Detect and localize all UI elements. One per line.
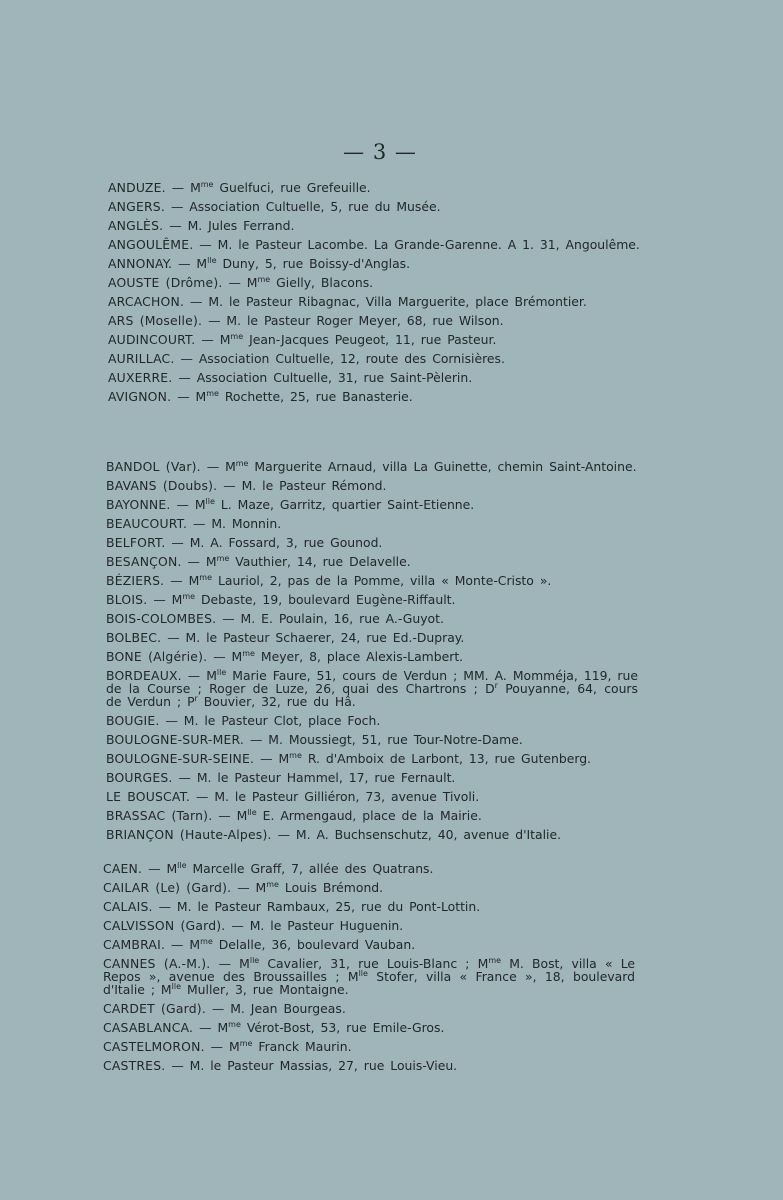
directory-entry (103, 938, 635, 951)
entry-place: AURILLAC. (108, 351, 175, 366)
directory-entry (106, 536, 638, 549)
entry-details: — M. le Pasteur Clot, place Foch. (159, 713, 381, 728)
directory-entry (108, 371, 640, 384)
directory-entry (108, 238, 640, 251)
entry-details: — $M^{lle}$ Marie Faure, 51, cours de Verdun ; MM. A. Momméja, 119, rue de la Course ; Roger de Luze, 26, quai des Chartrons ; $D^r$ Pouyanne, 64, cours de Verdun ; $P^r$ Bouvier, 32, rue du Hâ. (106, 668, 638, 709)
directory-entry (106, 714, 638, 727)
entry-place: ANDUZE. (108, 180, 166, 195)
entry-place: BANDOL (Var). (106, 459, 201, 474)
directory-entry (106, 593, 638, 606)
entry-details: — $M^{lle}$ Duny, 5, rue Boissy-d'Anglas. (172, 256, 411, 271)
entry-details: — M. le Pasteur Roger Meyer, 68, rue Wilson. (202, 313, 504, 328)
page-number: — 3 — (343, 140, 417, 164)
entry-details: — $M^{me}$ Franck Maurin. (204, 1039, 352, 1054)
entry-details: — M. le Pasteur Rambaux, 25, rue du Pont-Lottin. (152, 899, 481, 914)
entry-place: ARCACHON. (108, 294, 185, 309)
entry-details: — M. Monnin. (187, 516, 282, 531)
entry-details: — M. le Pasteur Schaerer, 24, rue Ed.-Dupray. (161, 630, 465, 645)
directory-entry (106, 790, 638, 803)
entry-details: — M. le Pasteur Gilliéron, 73, avenue Tivoli. (190, 789, 480, 804)
directory-entry (103, 1059, 635, 1072)
directory-entry (106, 555, 638, 568)
directory-entry (103, 1040, 635, 1053)
entry-details: — $M^{me}$ Marguerite Arnaud, villa La Guinette, chemin Saint-Antoine. (200, 459, 637, 474)
entry-details: — $M^{me}$ Rochette, 25, rue Banasterie. (171, 389, 413, 404)
entry-place: AUDINCOURT. (108, 332, 196, 347)
entry-details: — M. E. Poulain, 16, rue A.-Guyot. (216, 611, 444, 626)
entry-details: — Association Cultuelle, 5, rue du Musée. (165, 199, 441, 214)
entry-place: BOURGES. (106, 770, 173, 785)
directory-entry (103, 1002, 635, 1015)
entry-details: — $M^{me}$ Meyer, 8, place Alexis-Lambert. (207, 649, 464, 664)
entry-details: — M. Jules Ferrand. (163, 218, 295, 233)
entry-place: CARDET (Gard). (103, 1001, 206, 1016)
entry-place: BEAUCOURT. (106, 516, 188, 531)
entry-place: AOUSTE (Drôme). (108, 275, 223, 290)
entry-place: BLOIS. (106, 592, 148, 607)
directory-entry (106, 828, 638, 841)
directory-entry (108, 333, 640, 346)
directory-entry (108, 390, 640, 403)
entry-place: ANGOULÊME. (108, 237, 194, 252)
directory-entry (103, 881, 635, 894)
entry-details: — M. A. Buchsenschutz, 40, avenue d'Italie. (271, 827, 562, 842)
directory-entry (108, 219, 640, 232)
entry-details: — $M^{me}$ R. d'Amboix de Larbont, 13, rue Gutenberg. (254, 751, 591, 766)
entry-details: — M. Moussiegt, 51, rue Tour-Notre-Dame. (244, 732, 523, 747)
entry-place: AUXERRE. (108, 370, 173, 385)
entry-place: ANGERS. (108, 199, 165, 214)
directory-entry (108, 352, 640, 365)
entry-place: CAEN. (103, 861, 143, 876)
directory-entry (106, 612, 638, 625)
entry-details: — M. A. Fossard, 3, rue Gounod. (165, 535, 383, 550)
directory-entry (103, 957, 635, 996)
entry-place: CAMBRAI. (103, 937, 166, 952)
entry-details: — M. le Pasteur Hammel, 17, rue Fernault. (172, 770, 456, 785)
entry-place: ANNONAY. (108, 256, 173, 271)
directory-entry (108, 181, 640, 194)
entry-place: CALVISSON (Gard). (103, 918, 226, 933)
entry-details: — $M^{me}$ Louis Brémond. (231, 880, 384, 895)
directory-entry (106, 574, 638, 587)
entry-details: — M. le Pasteur Lacombe. La Grande-Garenne. A 1. 31, Angoulême. (193, 237, 640, 252)
entry-details: — $M^{me}$ Vérot-Bost, 53, rue Emile-Gros. (193, 1020, 445, 1035)
section-b (106, 460, 638, 847)
entry-details: — $M^{lle}$ L. Maze, Garritz, quartier Saint-Etienne. (170, 497, 475, 512)
section-a (108, 181, 640, 409)
entry-place: BAYONNE. (106, 497, 171, 512)
directory-entry (103, 862, 635, 875)
entry-place: ANGLÈS. (108, 218, 164, 233)
entry-place: CASABLANCA. (103, 1020, 194, 1035)
entry-place: BOLBEC. (106, 630, 162, 645)
entry-details: — $M^{lle}$ Cavalier, 31, rue Louis-Blanc ; $M^{me}$ M. Bost, villa « Le Repos », avenue des Broussailles ; $M^{lle}$ Stofer, villa « France », 18, boulevard d'Italie ; $M^{lle}$ Muller, 3, rue Montaigne. (103, 956, 635, 997)
entry-details: — $M^{lle}$ E. Armengaud, place de la Mairie. (212, 808, 482, 823)
entry-place: BELFORT. (106, 535, 166, 550)
entry-details: — $M^{me}$ Lauriol, 2, pas de la Pomme, villa « Monte-Cristo ». (164, 573, 552, 588)
entry-place: ARS (Moselle). (108, 313, 203, 328)
entry-place: BORDEAUX. (106, 668, 182, 683)
entry-details: — M. le Pasteur Huguenin. (225, 918, 404, 933)
entry-place: BOULOGNE-SUR-MER. (106, 732, 245, 747)
entry-place: BRASSAC (Tarn). (106, 808, 213, 823)
directory-entry (106, 752, 638, 765)
entry-details: — $M^{me}$ Guelfuci, rue Grefeuille. (165, 180, 371, 195)
directory-entry (108, 314, 640, 327)
entry-place: CAILAR (Le) (Gard). (103, 880, 232, 895)
entry-details: — $M^{me}$ Vauthier, 14, rue Delavelle. (181, 554, 411, 569)
entry-place: BOULOGNE-SUR-SEINE. (106, 751, 255, 766)
directory-entry (108, 257, 640, 270)
entry-details: — Association Cultuelle, 31, rue Saint-Pèlerin. (172, 370, 473, 385)
entry-place: CASTRES. (103, 1058, 166, 1073)
directory-entry (103, 919, 635, 932)
entry-place: BRIANÇON (Haute-Alpes). (106, 827, 272, 842)
directory-entry (108, 295, 640, 308)
entry-details: — M. le Pasteur Massias, 27, rue Louis-Vieu. (165, 1058, 458, 1073)
entry-details: — $M^{lle}$ Marcelle Graff, 7, allée des Quatrans. (142, 861, 434, 876)
directory-entry (103, 900, 635, 913)
directory-entry (108, 276, 640, 289)
directory-entry (106, 460, 638, 473)
entry-details: — $M^{me}$ Jean-Jacques Peugeot, 11, rue Pasteur. (195, 332, 497, 347)
entry-place: BONE (Algérie). (106, 649, 208, 664)
directory-entry (106, 809, 638, 822)
entry-place: BOIS-COLOMBES. (106, 611, 217, 626)
section-c (103, 862, 635, 1078)
directory-entry (106, 631, 638, 644)
directory-entry (106, 733, 638, 746)
directory-entry (106, 498, 638, 511)
entry-place: CASTELMORON. (103, 1039, 205, 1054)
directory-entry (106, 517, 638, 530)
entry-place: CANNES (A.-M.). (103, 956, 211, 971)
entry-place: CALAIS. (103, 899, 153, 914)
entry-details: — M. Jean Bourgeas. (205, 1001, 346, 1016)
directory-entry (103, 1021, 635, 1034)
entry-place: AVIGNON. (108, 389, 172, 404)
entry-details: — M. le Pasteur Rémond. (217, 478, 387, 493)
directory-entry (108, 200, 640, 213)
entry-place: BESANÇON. (106, 554, 182, 569)
entry-details: — M. le Pasteur Ribagnac, Villa Marguerite, place Brémontier. (184, 294, 587, 309)
directory-entry (106, 669, 638, 708)
entry-place: BAVANS (Doubs). (106, 478, 218, 493)
entry-place: LE BOUSCAT. (106, 789, 191, 804)
entry-details: — $M^{me}$ Gielly, Blacons. (222, 275, 374, 290)
entry-details: — Association Cultuelle, 12, route des Cornisières. (174, 351, 505, 366)
entry-place: BÉZIERS. (106, 573, 165, 588)
directory-entry (106, 650, 638, 663)
entry-place: BOUGIE. (106, 713, 160, 728)
entry-details: — $M^{me}$ Debaste, 19, boulevard Eugène-Riffault. (147, 592, 456, 607)
directory-entry (106, 771, 638, 784)
entry-details: — $M^{me}$ Delalle, 36, boulevard Vauban. (165, 937, 416, 952)
directory-entry (106, 479, 638, 492)
